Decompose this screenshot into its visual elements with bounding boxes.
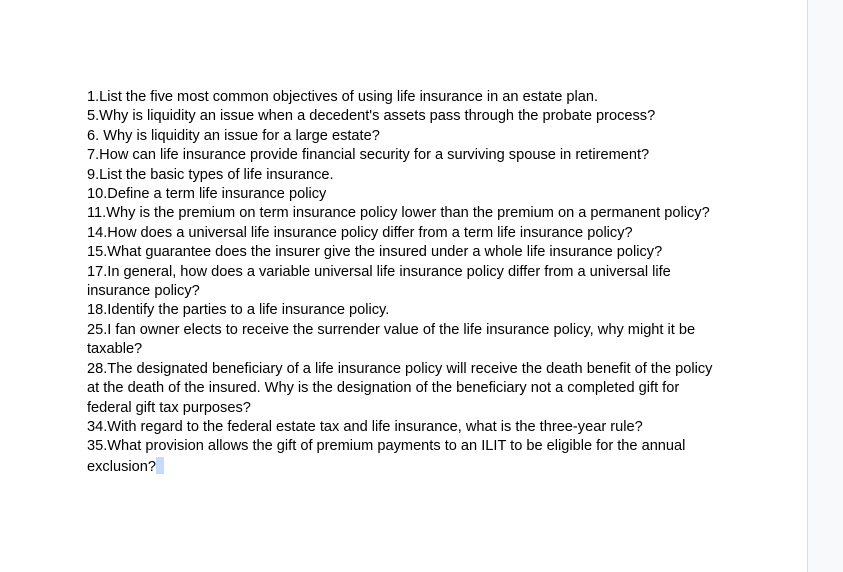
question-line-1: 1.List the five most common objectives of using life insurance in an estate plan. <box>87 89 599 105</box>
question-line-35-text: 35.What provision allows the gift of premium payments to an ILIT to be eligible for the annual exclusion? <box>87 438 686 475</box>
question-line-35 <box>87 437 727 477</box>
question-line-15: 15.What guarantee does the insurer give the insured under a whole life insurance policy? <box>87 244 663 261</box>
question-line-7: 7.How can life insurance provide financial security for a surviving spouse in retirement? <box>87 147 650 164</box>
question-line-34: 34.With regard to the federal estate tax and life insurance, what is the three-year rule? <box>87 418 643 435</box>
question-line-6: 6. Why is liquidity an issue for a large estate? <box>87 127 380 144</box>
question-line-18: 18.Identify the parties to a life insurance policy. <box>87 302 390 319</box>
question-line-14: 14.How does a universal life insurance policy differ from a term life insurance policy? <box>87 224 633 241</box>
question-line-17: 17.In general, how does a variable universal life insurance policy differ from a universal life insurance policy? <box>87 263 671 300</box>
question-line-11: 11.Why is the premium on term insurance policy lower than the premium on a permanent policy? <box>87 205 710 222</box>
question-line-5: 5.Why is liquidity an issue when a decedent's assets pass through the probate process? <box>87 108 656 125</box>
question-line-9: 9.List the basic types of life insurance. <box>87 166 334 183</box>
question-line-25: 25.I fan owner elects to receive the surrender value of the life insurance policy, why might it be taxable? <box>87 321 696 358</box>
document-body[interactable] <box>87 88 727 477</box>
question-line-28: 28.The designated beneficiary of a life insurance policy will receive the death benefit of the policy at the death of the insured. Why is the designation of the beneficiary not a completed gift for federal gift tax purposes? <box>87 360 713 416</box>
text-cursor-selection <box>156 457 164 474</box>
question-line-10: 10.Define a term life insurance policy <box>87 186 327 203</box>
right-side-panel <box>807 0 843 572</box>
